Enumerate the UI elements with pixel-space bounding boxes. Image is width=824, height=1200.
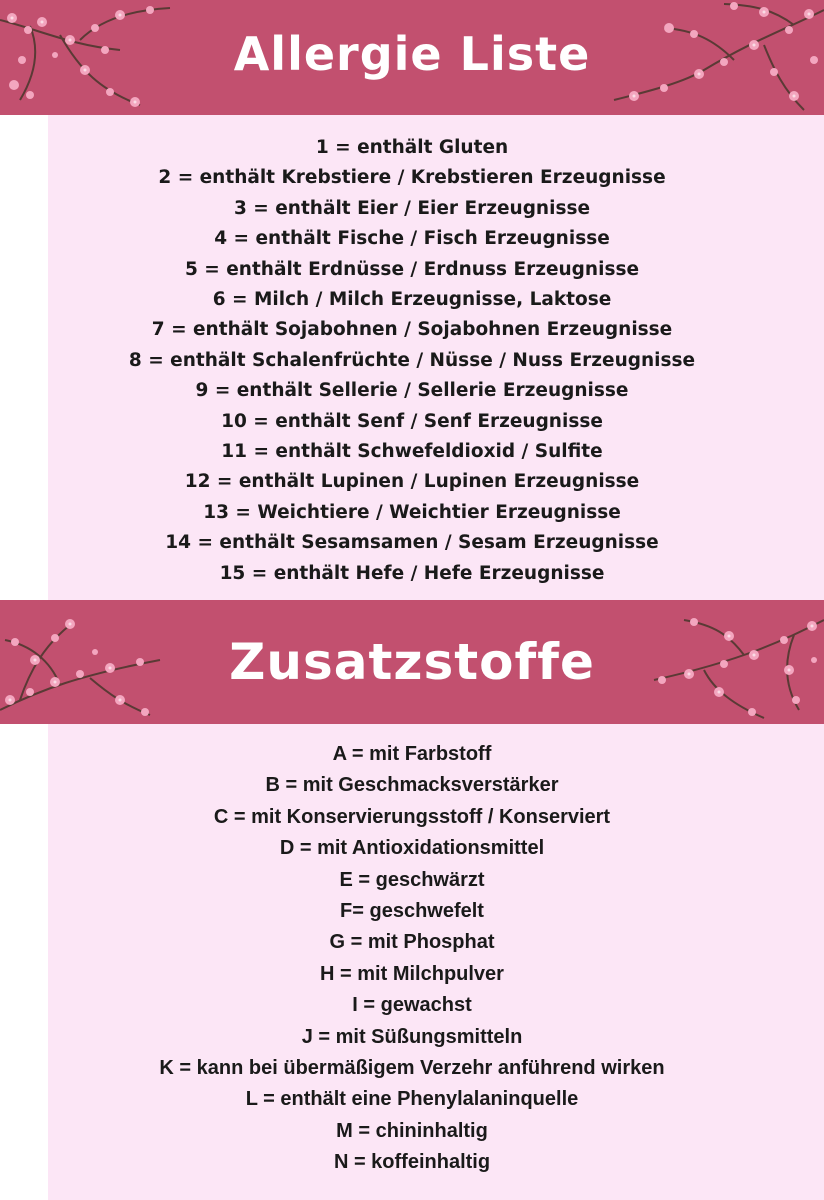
list-item: 9 = enthält Sellerie / Sellerie Erzeugnisse [195, 380, 629, 402]
list-item: C = mit Konservierungsstoff / Konserviert [213, 805, 611, 828]
list-item: I = gewachst [352, 994, 472, 1017]
list-item: H = mit Milchpulver [320, 962, 504, 985]
additives-title: Zusatzstoffe [229, 633, 595, 691]
list-item: 12 = enthält Lupinen / Lupinen Erzeugnisse [184, 471, 640, 493]
additives-panel [48, 724, 824, 1200]
list-item: L = enthält eine Phenylalaninquelle [245, 1088, 579, 1111]
list-item: 6 = Milch / Milch Erzeugnisse, Laktose [212, 289, 612, 311]
list-item: 13 = Weichtiere / Weichtier Erzeugnisse [203, 501, 621, 523]
allergens-panel [48, 115, 824, 600]
list-item: 1 = enthält Gluten [315, 137, 509, 158]
list-item: 5 = enthält Erdnüsse / Erdnuss Erzeugnisse [184, 258, 640, 280]
list-item: E = geschwärzt [339, 868, 485, 891]
list-item: M = chininhaltig [336, 1119, 488, 1142]
list-item: 3 = enthält Eier / Eier Erzeugnisse [233, 197, 591, 219]
list-item: 8 = enthält Schalenfrüchte / Nüsse / Nuss Erzeugnisse [128, 349, 696, 371]
list-item: 7 = enthält Sojabohnen / Sojabohnen Erzeugnisse [151, 319, 673, 341]
additives-list [48, 739, 824, 1179]
allergens-list [48, 133, 824, 589]
list-item: 4 = enthält Fische / Fisch Erzeugnisse [214, 228, 610, 250]
list-item: 11 = enthält Schwefeldioxid / Sulfite [221, 441, 603, 463]
list-item: G = mit Phosphat [329, 931, 495, 954]
list-item: N = koffeinhaltig [333, 1151, 491, 1174]
additives-banner [0, 600, 824, 724]
list-item: B = mit Geschmacksverstärker [265, 774, 559, 797]
list-item: 2 = enthält Krebstiere / Krebstieren Erzeugnisse [158, 167, 666, 189]
allergens-title: Allergie Liste [233, 27, 591, 81]
list-item: 15 = enthält Hefe / Hefe Erzeugnisse [219, 562, 605, 584]
allergens-banner [0, 0, 824, 115]
list-item: F= geschwefelt [340, 900, 484, 923]
list-item: D = mit Antioxidationsmittel [279, 837, 545, 860]
list-item: J = mit Süßungsmitteln [301, 1025, 523, 1048]
list-item: K = kann bei übermäßigem Verzehr anführend wirken [159, 1057, 665, 1080]
list-item: 14 = enthält Sesamsamen / Sesam Erzeugnisse [165, 532, 659, 554]
list-item: 10 = enthält Senf / Senf Erzeugnisse [221, 410, 603, 432]
list-item: A = mit Farbstoff [332, 743, 492, 765]
